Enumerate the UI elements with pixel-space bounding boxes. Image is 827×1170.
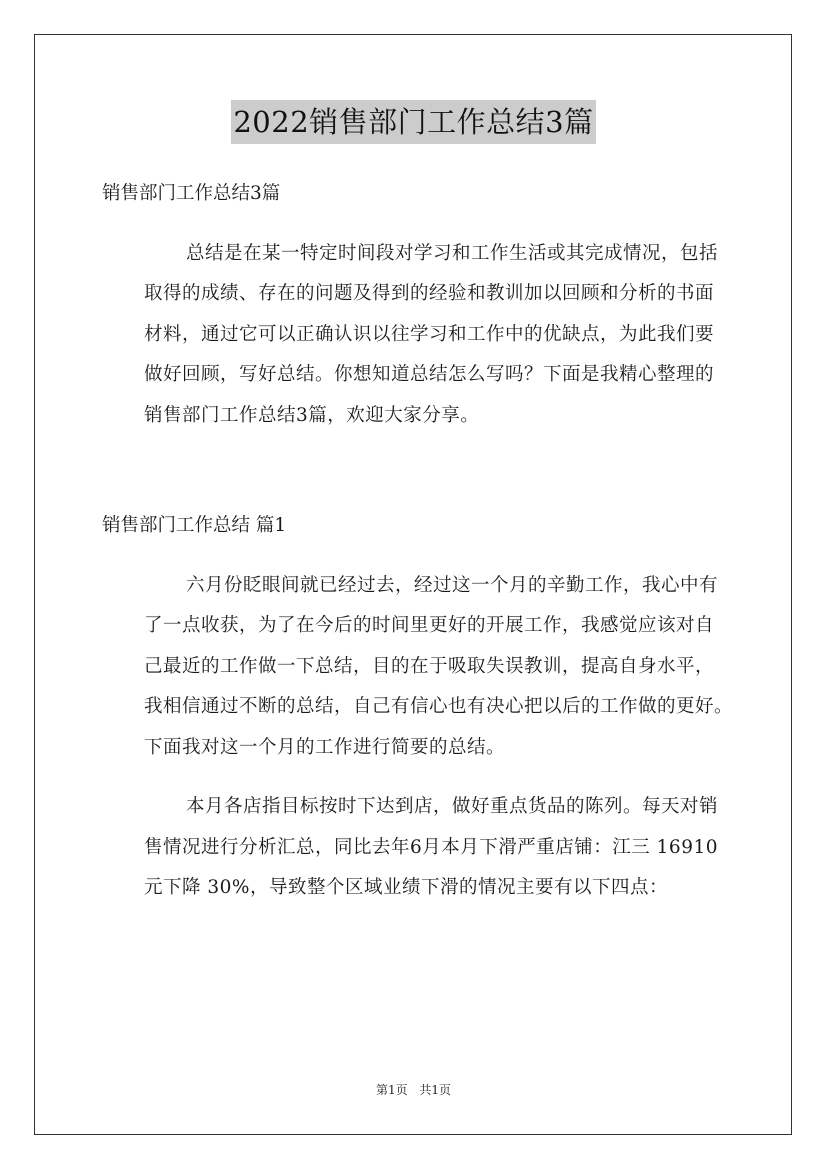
text-line: 下面我对这一个月的工作进行简要的总结。 xyxy=(144,736,506,758)
text-line: 了一点收获，为了在今后的时间里更好的开展工作，我感觉应该对自 xyxy=(144,615,715,636)
text-line: 本月各店指目标按时下达到店，做好重点货品的陈列。每天对销 xyxy=(186,796,719,817)
text-line: 总结是在某一特定时间段对学习和工作生活或其完成情况，包括 xyxy=(186,242,719,264)
paragraph xyxy=(102,787,728,909)
paragraph xyxy=(102,234,728,437)
document-title: 2022销售部门工作总结3篇 xyxy=(231,100,595,144)
text-line: 做好回顾，写好总结。你想知道总结怎么写吗？下面是我精心整理的 xyxy=(144,364,715,385)
text-line: 元下降 30%，导致整个区域业绩下滑的情况主要有以下四点： xyxy=(144,877,669,898)
text-line: 六月份眨眼间就已经过去，经过这一个月的辛勤工作，我心中有 xyxy=(186,574,719,596)
text-line: 材料，通过它可以正确认识以往学习和工作中的优缺点，为此我们要 xyxy=(144,323,715,345)
title-container xyxy=(0,100,827,144)
document-body xyxy=(102,174,734,909)
page-total: 共1页 xyxy=(419,1083,452,1097)
text-line: 销售部门工作总结3篇，欢迎大家分享。 xyxy=(144,404,480,426)
text-line: 我相信通过不断的总结，自己有信心也有决心把以后的工作做的更好。 xyxy=(144,696,734,717)
text-line: 取得的成绩、存在的问题及得到的经验和教训加以回顾和分析的书面 xyxy=(144,283,715,304)
paragraph xyxy=(102,566,734,769)
text-line: 售情况进行分析汇总，同比去年6月本月下滑严重店铺：江三 16910 xyxy=(144,836,719,858)
text-line: 己最近的工作做一下总结，目的在于吸取失误教训，提高自身水平， xyxy=(144,655,715,677)
section-heading: 销售部门工作总结 篇1 xyxy=(102,515,287,536)
page-footer xyxy=(0,1081,827,1098)
page-number: 第1页 xyxy=(375,1083,408,1097)
section-heading: 销售部门工作总结3篇 xyxy=(102,183,281,204)
